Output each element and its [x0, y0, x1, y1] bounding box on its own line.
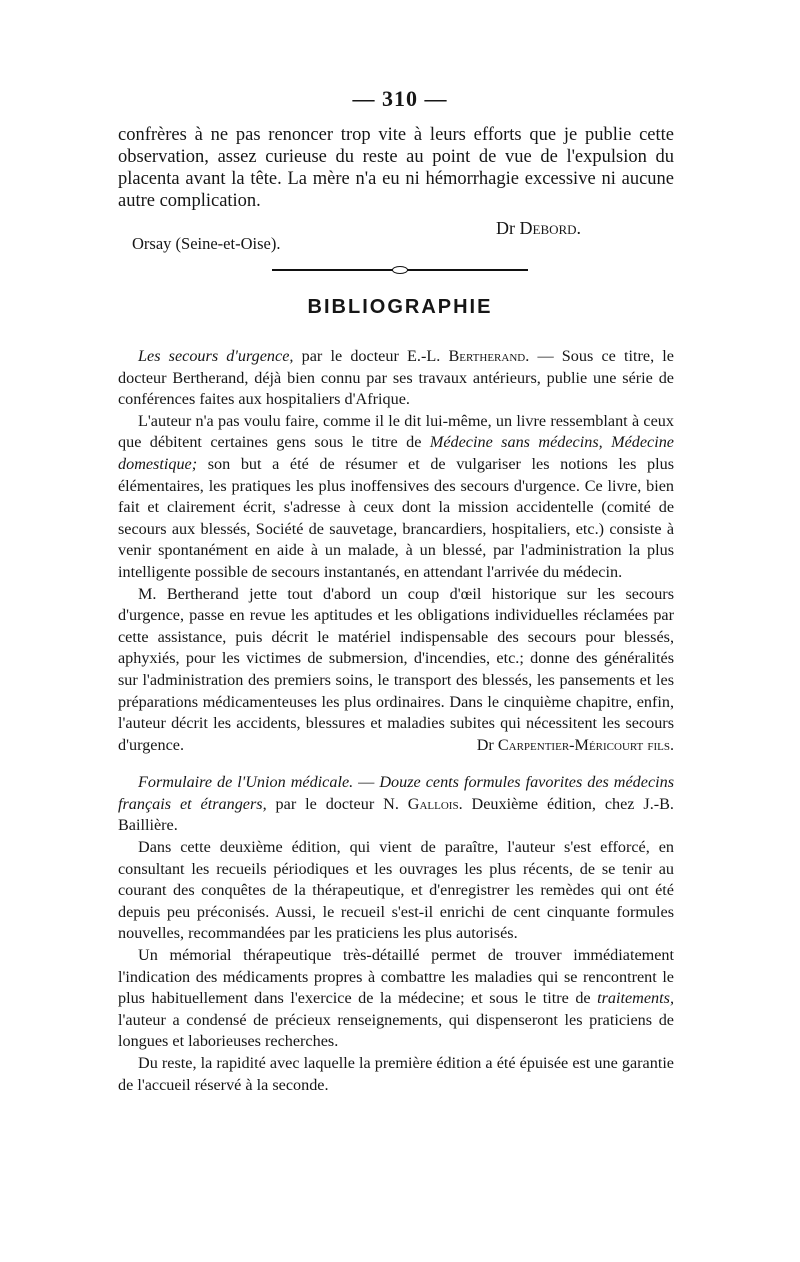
review-1-paragraph-2: L'auteur n'a pas voulu faire, comme il le dit lui-même, un livre ressemblant à ceux que débitent certaines gens sous le titre de Médecine sans médecins, Médecine domestique; son but a été de résumer et de vulgariser les notions les plus élémentaires, les pratiques les plus inoffensives des secours d'urgence. Ce livre, bien fait et clairement écrit, s'adresse à ceux dont la mission accidentelle (comité de secours aux blessés, Société de sauvetage, brancardiers, hospitaliers, etc.) consiste à venir spontanément en aide à un malade, à un blessé, par l'administration la plus intelligente possible de secours instantanés, en attendant l'arrivée du médecin.: [118, 411, 674, 581]
review-1-signature: Dr Carpentier-Méricourt fils.: [476, 735, 674, 754]
divider-ornament: [392, 266, 408, 274]
signature-prefix: Dr: [496, 218, 515, 238]
review-2-title: Formulaire de l'Union médicale.: [138, 773, 354, 792]
review-2-paragraph-1: Formulaire de l'Union médicale. — Douze cents formules favorites des médecins français et étrangers, par le docteur N. Gallois. Deuxième édition, chez J.-B. Baillière.: [118, 773, 675, 835]
continuation-paragraph: confrères à ne pas renoncer trop vite à leurs efforts que je publie cette observation, assez curieuse du reste au point de vue de l'expulsion du placenta avant la tête. La mère n'a eu ni hémorrhagie excessive ni aucune autre complication.: [118, 125, 674, 211]
bibliography-body: [118, 346, 674, 1096]
review-2-paragraph-2: Dans cette deuxième édition, qui vient de paraître, l'auteur s'est efforcé, en consultant les recueils périodiques et les ouvrages les plus récents, de se tenir au courant des conquêtes de la thérapeutique, et d'enregistrer les remèdes qui ont été depuis peu préconisés. Aussi, le recueil s'est-il enrichi de cent cinquante formules nouvelles, recommandées par les praticiens les plus autorisés.: [118, 838, 674, 943]
review-2-paragraph-3: Un mémorial thérapeutique très-détaillé permet de trouver immédiatement l'indication des médicaments propres à combattre les maladies qui se rencontrent le plus habituellement dans l'exercice de la médecine; et sous le titre de traitements, l'auteur a condensé de précieux renseignements, qui dispenseront les praticiens de longues et laborieuses recherches.: [118, 946, 674, 1051]
review-1-paragraph-3: M. Bertherand jette tout d'abord un coup d'œil historique sur les secours d'urgence, passe en revue les aptitudes et les obligations individuelles réclamées par cette assistance, puis décrit le matériel indispensable des secours pour blessés, aphyxiés, pour les victimes de submersion, d'incendies, etc.; donne des généralités sur l'administration des premiers soins, le transport des blessés, les pansements et les préparations médicamenteuses les plus ordinaires. Dans le cinquième chapitre, enfin, l'auteur décrit les accidents, blessures et maladies subites qui nécessitent les secours d'urgence. Dr Carpentier-Méricourt fils.: [118, 584, 674, 757]
place-line: Orsay (Seine-et-Oise).: [132, 234, 281, 253]
signature-name: Debord.: [519, 218, 582, 238]
section-divider: [0, 266, 800, 274]
review-1-title: Les secours d'urgence,: [138, 347, 294, 365]
review-1-paragraph-1: Les secours d'urgence, par le docteur E.-L. Bertherand. — Sous ce titre, le docteur Bertherand, déjà bien connu par ses travaux antérieurs, publie une série de conférences faites aux hospitaliers d'Afrique.: [118, 347, 674, 409]
review-2-subtitle: Douze cents formules favorites des médecins français et étrangers,: [118, 773, 675, 813]
continuation-block: [118, 124, 674, 212]
page-number: — 310 —: [352, 86, 448, 111]
signature-debord: [496, 218, 581, 239]
review-2-paragraph-4: Du reste, la rapidité avec laquelle la première édition a été épuisée est une garantie de l'accueil réservé à la seconde.: [118, 1054, 674, 1094]
review-2-author: Gallois.: [407, 794, 463, 813]
review-1-author: Bertherand.: [448, 347, 530, 365]
section-title: BIBLIOGRAPHIE: [307, 296, 493, 318]
